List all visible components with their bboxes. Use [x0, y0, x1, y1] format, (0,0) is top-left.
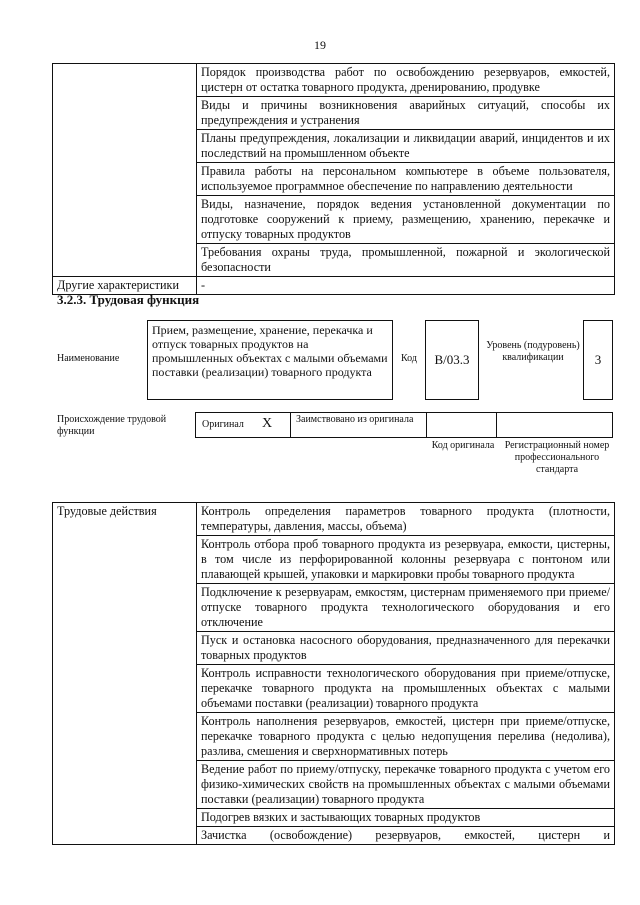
registration-number-caption: Регистрационный номер профессионального стандарта	[504, 440, 610, 475]
code-value: B/03.3	[434, 352, 470, 367]
qualification-level-label: Уровень (подуровень) квалификации	[486, 340, 580, 363]
table-cell: Зачистка (освобождение) резервуаров, емкостей, цистерн и	[197, 827, 615, 845]
original-code-cell	[426, 413, 497, 437]
registration-number-cell	[496, 413, 612, 437]
row-label-cell	[53, 64, 197, 277]
table-cell: Правила работы на персональном компьютере в объеме пользователя, используемое программное обеспечение по направлению деятельности	[197, 163, 615, 196]
qualification-level-box	[583, 320, 613, 400]
original-mark: X	[262, 416, 273, 431]
table-cell: Виды, назначение, порядок ведения установленной документации по подготовке сооружений к приему, размещению, хранению, перекачке и отпуску товарных продуктов	[197, 196, 615, 244]
table-cell: Контроль определения параметров товарного продукта (плотности, температуры, давления, массы, объема)	[197, 503, 615, 536]
labor-actions-label: Трудовые действия	[53, 503, 197, 845]
table-cell: Контроль отбора проб товарного продукта из резервуара, емкости, цистерны, в том числе из перфорированной колонны резервуара с понтоном или плавающей крышей, упаковки и маркировки пробы товарного продукта	[197, 536, 615, 584]
origin-row	[195, 412, 613, 438]
function-name-value: Прием, размещение, хранение, перекачка и отпуск товарных продуктов на промышленных объектах с малыми объемами поставки (реализации) товарного продукта	[152, 323, 388, 379]
other-characteristics-label: Другие характеристики	[53, 277, 197, 295]
code-box	[425, 320, 479, 400]
table-cell: Пуск и остановка насосного оборудования, предназначенного для перекачки товарных продуктов	[197, 632, 615, 665]
table-cell: Контроль исправности технологического оборудования при приеме/отпуске, перекачке товарного продукта на промышленных объектах с малыми объемами поставки (реализации) товарного продукта	[197, 665, 615, 713]
table-cell: Контроль наполнения резервуаров, емкостей, цистерн при приеме/отпуске, перекачке товарного продукта с целью недопущения перелива (недолива), разлива, смешения и сверхнормативных потерь	[197, 713, 615, 761]
table-cell: Требования охраны труда, промышленной, пожарной и экологической безопасности	[197, 244, 615, 277]
page-number: 19	[314, 38, 326, 52]
table-cell: Подогрев вязких и застывающих товарных продуктов	[197, 809, 615, 827]
table-row	[53, 503, 615, 536]
original-cell	[196, 413, 291, 437]
function-name-box	[147, 320, 393, 400]
other-characteristics-value: -	[197, 277, 615, 295]
borrowed-label: Заимствовано из оригинала	[296, 414, 414, 425]
table-cell: Ведение работ по приему/отпуску, перекачке товарного продукта с учетом его физико-химических свойств на промышленных объектах с малыми объемами поставки (реализации) товарного продукта	[197, 761, 615, 809]
table-cell: Порядок производства работ по освобождению резервуаров, емкостей, цистерн от остатка товарного продукта, дренированию, продувке	[197, 64, 615, 97]
code-label: Код	[401, 353, 417, 364]
borrowed-cell	[290, 413, 427, 437]
table-row	[53, 64, 615, 97]
origin-label: Происхождение трудовой функции	[57, 414, 167, 437]
name-label: Наименование	[57, 353, 120, 364]
original-code-caption: Код оригинала	[431, 440, 495, 451]
knowledge-table	[52, 63, 615, 295]
table-cell: Подключение к резервуарам, емкостям, цистернам применяемого при приеме/отпуске товарного продукта технологического оборудования и его отключение	[197, 584, 615, 632]
section-title: 3.2.3. Трудовая функция	[57, 292, 200, 307]
table-cell: Планы предупреждения, локализации и ликвидации аварий, инцидентов и их последствий на промышленном объекте	[197, 130, 615, 163]
original-label: Оригинал	[202, 419, 244, 430]
labor-actions-table	[52, 502, 615, 845]
qualification-level-value: 3	[594, 352, 602, 367]
table-cell: Виды и причины возникновения аварийных ситуаций, способы их предупреждения и устранения	[197, 97, 615, 130]
